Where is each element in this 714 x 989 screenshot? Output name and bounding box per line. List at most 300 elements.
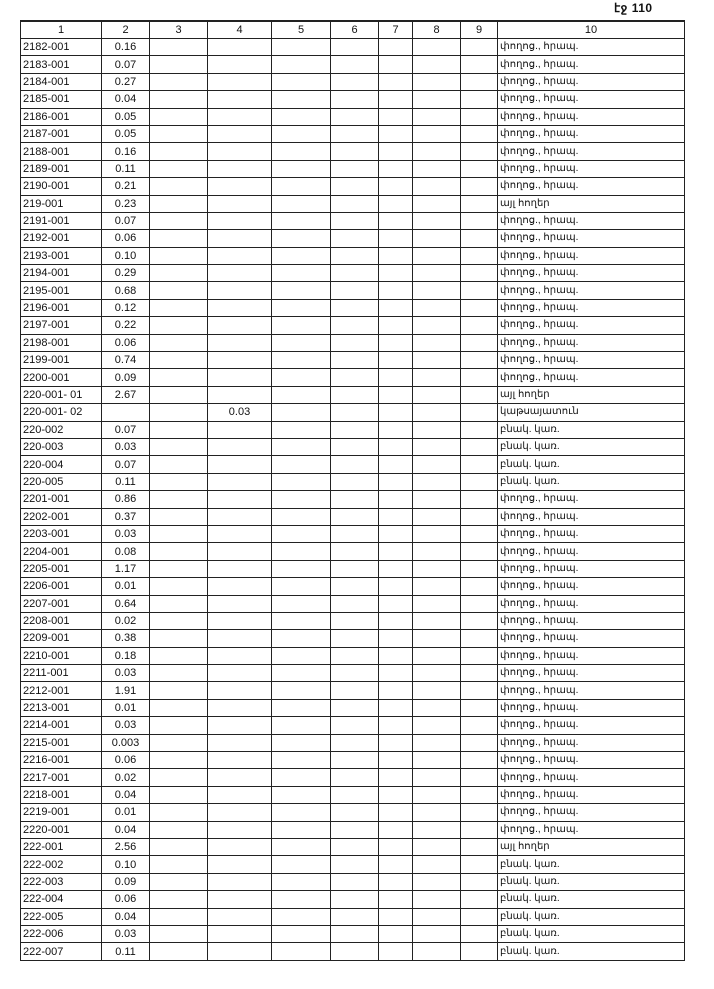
- empty-cell: [379, 943, 413, 960]
- empty-cell: [331, 804, 379, 821]
- area-col4-cell: [208, 421, 272, 438]
- empty-cell: [272, 595, 331, 612]
- empty-cell: [413, 752, 461, 769]
- empty-cell: [272, 752, 331, 769]
- parcel-code-cell: 222-007: [21, 943, 102, 960]
- land-use-cell: փողոց., հրապ.: [498, 647, 685, 664]
- land-use-cell: փողոց., հրապ.: [498, 108, 685, 125]
- table-row: [21, 525, 685, 542]
- empty-cell: [461, 769, 498, 786]
- land-use-cell: փողոց., հրապ.: [498, 804, 685, 821]
- empty-cell: [379, 856, 413, 873]
- empty-cell: [150, 873, 208, 890]
- land-use-cell: բնակ. կառ.: [498, 891, 685, 908]
- land-use-cell: բնակ. կառ.: [498, 421, 685, 438]
- empty-cell: [150, 404, 208, 421]
- area-cell: 0.06: [102, 891, 150, 908]
- empty-cell: [461, 786, 498, 803]
- empty-cell: [150, 665, 208, 682]
- empty-cell: [331, 143, 379, 160]
- land-use-cell: փողոց., հրապ.: [498, 752, 685, 769]
- parcel-code-cell: 2196-001: [21, 299, 102, 316]
- empty-cell: [461, 386, 498, 403]
- empty-cell: [379, 925, 413, 942]
- parcel-code-cell: 2216-001: [21, 752, 102, 769]
- area-cell: 0.68: [102, 282, 150, 299]
- empty-cell: [272, 299, 331, 316]
- empty-cell: [272, 73, 331, 90]
- empty-cell: [379, 752, 413, 769]
- area-cell: 0.01: [102, 578, 150, 595]
- parcel-code-cell: 2214-001: [21, 717, 102, 734]
- empty-cell: [331, 752, 379, 769]
- empty-cell: [379, 543, 413, 560]
- area-cell: 0.12: [102, 299, 150, 316]
- empty-cell: [379, 160, 413, 177]
- empty-cell: [461, 508, 498, 525]
- empty-cell: [379, 73, 413, 90]
- empty-cell: [413, 595, 461, 612]
- land-use-cell: բնակ. կառ.: [498, 473, 685, 490]
- empty-cell: [461, 804, 498, 821]
- empty-cell: [379, 873, 413, 890]
- table-row: [21, 891, 685, 908]
- empty-cell: [150, 734, 208, 751]
- empty-cell: [150, 612, 208, 629]
- empty-cell: [272, 734, 331, 751]
- area-col4-cell: [208, 438, 272, 455]
- area-cell: 0.23: [102, 195, 150, 212]
- land-use-cell: փողոց., հրապ.: [498, 334, 685, 351]
- empty-cell: [331, 299, 379, 316]
- empty-cell: [461, 195, 498, 212]
- column-header-10: 10: [498, 21, 685, 39]
- table-row: [21, 821, 685, 838]
- empty-cell: [413, 838, 461, 855]
- empty-cell: [150, 212, 208, 229]
- table-row: [21, 352, 685, 369]
- empty-cell: [331, 473, 379, 490]
- land-use-cell: փողոց., հրապ.: [498, 491, 685, 508]
- table-row: [21, 717, 685, 734]
- area-col4-cell: [208, 334, 272, 351]
- empty-cell: [150, 682, 208, 699]
- empty-cell: [461, 143, 498, 160]
- empty-cell: [461, 647, 498, 664]
- empty-cell: [150, 317, 208, 334]
- land-use-cell: այլ հողեր: [498, 195, 685, 212]
- area-col4-cell: [208, 752, 272, 769]
- empty-cell: [461, 473, 498, 490]
- empty-cell: [413, 39, 461, 56]
- table-row: [21, 212, 685, 229]
- table-row: [21, 908, 685, 925]
- table-row: [21, 699, 685, 716]
- parcel-code-cell: 2182-001: [21, 39, 102, 56]
- empty-cell: [461, 299, 498, 316]
- land-use-cell: բնակ. կառ.: [498, 908, 685, 925]
- empty-cell: [413, 386, 461, 403]
- empty-cell: [331, 769, 379, 786]
- empty-cell: [413, 108, 461, 125]
- empty-cell: [272, 838, 331, 855]
- empty-cell: [413, 491, 461, 508]
- empty-cell: [150, 491, 208, 508]
- empty-cell: [379, 560, 413, 577]
- area-col4-cell: [208, 352, 272, 369]
- empty-cell: [331, 178, 379, 195]
- empty-cell: [331, 230, 379, 247]
- empty-cell: [379, 682, 413, 699]
- column-header-7: 7: [379, 21, 413, 39]
- empty-cell: [461, 734, 498, 751]
- empty-cell: [331, 891, 379, 908]
- area-col4-cell: [208, 282, 272, 299]
- empty-cell: [461, 560, 498, 577]
- empty-cell: [379, 665, 413, 682]
- empty-cell: [413, 230, 461, 247]
- parcel-code-cell: 2188-001: [21, 143, 102, 160]
- land-use-cell: փողոց., հրապ.: [498, 230, 685, 247]
- empty-cell: [272, 873, 331, 890]
- empty-cell: [150, 230, 208, 247]
- empty-cell: [413, 943, 461, 960]
- area-col4-cell: [208, 108, 272, 125]
- empty-cell: [150, 143, 208, 160]
- empty-cell: [379, 299, 413, 316]
- land-use-cell: բնակ. կառ.: [498, 456, 685, 473]
- empty-cell: [331, 491, 379, 508]
- table-row: [21, 125, 685, 142]
- table-row: [21, 630, 685, 647]
- table-row: [21, 230, 685, 247]
- empty-cell: [461, 125, 498, 142]
- empty-cell: [413, 925, 461, 942]
- empty-cell: [379, 230, 413, 247]
- land-use-cell: փողոց., հրապ.: [498, 299, 685, 316]
- empty-cell: [461, 438, 498, 455]
- parcel-code-cell: 220-005: [21, 473, 102, 490]
- area-cell: 0.11: [102, 160, 150, 177]
- area-col4-cell: [208, 265, 272, 282]
- empty-cell: [331, 856, 379, 873]
- table-row: [21, 769, 685, 786]
- empty-cell: [331, 421, 379, 438]
- area-col4-cell: [208, 891, 272, 908]
- empty-cell: [461, 543, 498, 560]
- table-row: [21, 873, 685, 890]
- area-cell: 0.22: [102, 317, 150, 334]
- area-cell: 0.09: [102, 873, 150, 890]
- empty-cell: [272, 786, 331, 803]
- table-row: [21, 734, 685, 751]
- empty-cell: [272, 212, 331, 229]
- area-col4-cell: [208, 873, 272, 890]
- empty-cell: [272, 282, 331, 299]
- empty-cell: [379, 317, 413, 334]
- land-use-cell: փողոց., հրապ.: [498, 543, 685, 560]
- area-col4-cell: [208, 943, 272, 960]
- area-col4-cell: [208, 734, 272, 751]
- area-col4-cell: [208, 369, 272, 386]
- empty-cell: [272, 247, 331, 264]
- empty-cell: [272, 578, 331, 595]
- table-row: [21, 856, 685, 873]
- empty-cell: [331, 612, 379, 629]
- area-col4-cell: [208, 491, 272, 508]
- land-use-cell: կաթսայատուն: [498, 404, 685, 421]
- parcel-code-cell: 222-005: [21, 908, 102, 925]
- empty-cell: [331, 595, 379, 612]
- area-cell: 0.03: [102, 438, 150, 455]
- table-row: [21, 143, 685, 160]
- empty-cell: [150, 891, 208, 908]
- empty-cell: [461, 160, 498, 177]
- land-use-cell: փողոց., հրապ.: [498, 178, 685, 195]
- empty-cell: [150, 369, 208, 386]
- empty-cell: [272, 473, 331, 490]
- empty-cell: [331, 525, 379, 542]
- empty-cell: [413, 56, 461, 73]
- parcel-code-cell: 220-002: [21, 421, 102, 438]
- area-cell: 0.09: [102, 369, 150, 386]
- area-col4-cell: [208, 247, 272, 264]
- empty-cell: [379, 247, 413, 264]
- empty-cell: [461, 91, 498, 108]
- area-cell: 0.03: [102, 925, 150, 942]
- area-cell: 0.07: [102, 212, 150, 229]
- column-header-2: 2: [102, 21, 150, 39]
- empty-cell: [272, 352, 331, 369]
- land-use-cell: այլ հողեր: [498, 838, 685, 855]
- table-row: [21, 665, 685, 682]
- parcel-code-cell: 2204-001: [21, 543, 102, 560]
- empty-cell: [331, 734, 379, 751]
- empty-cell: [331, 578, 379, 595]
- empty-cell: [331, 699, 379, 716]
- empty-cell: [379, 491, 413, 508]
- area-cell: 0.04: [102, 91, 150, 108]
- land-use-cell: փողոց., հրապ.: [498, 91, 685, 108]
- empty-cell: [331, 73, 379, 90]
- empty-cell: [331, 39, 379, 56]
- empty-cell: [272, 421, 331, 438]
- empty-cell: [461, 717, 498, 734]
- land-use-cell: փողոց., հրապ.: [498, 786, 685, 803]
- land-use-cell: փողոց., հրապ.: [498, 56, 685, 73]
- column-header-6: 6: [331, 21, 379, 39]
- empty-cell: [461, 108, 498, 125]
- empty-cell: [379, 39, 413, 56]
- empty-cell: [413, 91, 461, 108]
- area-col4-cell: [208, 160, 272, 177]
- empty-cell: [331, 508, 379, 525]
- empty-cell: [461, 404, 498, 421]
- table-row: [21, 386, 685, 403]
- empty-cell: [413, 578, 461, 595]
- empty-cell: [272, 108, 331, 125]
- empty-cell: [150, 769, 208, 786]
- empty-cell: [379, 438, 413, 455]
- empty-cell: [413, 525, 461, 542]
- area-cell: 0.16: [102, 39, 150, 56]
- empty-cell: [331, 821, 379, 838]
- table-row: [21, 943, 685, 960]
- land-use-cell: փողոց., հրապ.: [498, 699, 685, 716]
- empty-cell: [272, 456, 331, 473]
- empty-cell: [413, 404, 461, 421]
- parcel-code-cell: 222-004: [21, 891, 102, 908]
- empty-cell: [331, 456, 379, 473]
- parcel-code-cell: 2189-001: [21, 160, 102, 177]
- land-use-cell: փողոց., հրապ.: [498, 143, 685, 160]
- empty-cell: [272, 699, 331, 716]
- empty-cell: [461, 334, 498, 351]
- empty-cell: [272, 612, 331, 629]
- table-row: [21, 456, 685, 473]
- empty-cell: [150, 421, 208, 438]
- area-col4-cell: [208, 665, 272, 682]
- parcel-code-cell: 2184-001: [21, 73, 102, 90]
- land-use-cell: փողոց., հրապ.: [498, 39, 685, 56]
- table-row: [21, 282, 685, 299]
- empty-cell: [379, 352, 413, 369]
- empty-cell: [272, 143, 331, 160]
- empty-cell: [461, 73, 498, 90]
- land-use-cell: փողոց., հրապ.: [498, 682, 685, 699]
- empty-cell: [331, 786, 379, 803]
- empty-cell: [150, 804, 208, 821]
- empty-cell: [461, 491, 498, 508]
- area-cell: 0.37: [102, 508, 150, 525]
- land-use-cell: փողոց., հրապ.: [498, 317, 685, 334]
- parcel-code-cell: 2197-001: [21, 317, 102, 334]
- area-cell: 2.56: [102, 838, 150, 855]
- empty-cell: [413, 247, 461, 264]
- area-col4-cell: [208, 386, 272, 403]
- parcel-code-cell: 2212-001: [21, 682, 102, 699]
- empty-cell: [461, 456, 498, 473]
- land-use-cell: փողոց., հրապ.: [498, 717, 685, 734]
- table-body: [21, 39, 685, 961]
- empty-cell: [150, 717, 208, 734]
- empty-cell: [272, 230, 331, 247]
- parcel-code-cell: 2208-001: [21, 612, 102, 629]
- area-col4-cell: [208, 717, 272, 734]
- empty-cell: [272, 804, 331, 821]
- empty-cell: [272, 769, 331, 786]
- empty-cell: [150, 595, 208, 612]
- empty-cell: [272, 265, 331, 282]
- empty-cell: [413, 473, 461, 490]
- area-cell: 0.04: [102, 908, 150, 925]
- empty-cell: [461, 856, 498, 873]
- empty-cell: [331, 56, 379, 73]
- land-use-cell: բնակ. կառ.: [498, 873, 685, 890]
- empty-cell: [150, 908, 208, 925]
- parcel-code-cell: 2211-001: [21, 665, 102, 682]
- area-cell: 0.06: [102, 752, 150, 769]
- empty-cell: [379, 508, 413, 525]
- parcel-code-cell: 2201-001: [21, 491, 102, 508]
- area-cell: 0.07: [102, 56, 150, 73]
- area-cell: 0.27: [102, 73, 150, 90]
- empty-cell: [461, 247, 498, 264]
- empty-cell: [413, 508, 461, 525]
- parcel-code-cell: 2206-001: [21, 578, 102, 595]
- empty-cell: [150, 39, 208, 56]
- empty-cell: [150, 943, 208, 960]
- empty-cell: [331, 386, 379, 403]
- empty-cell: [272, 543, 331, 560]
- empty-cell: [272, 334, 331, 351]
- empty-cell: [379, 456, 413, 473]
- area-col4-cell: [208, 508, 272, 525]
- area-col4-cell: [208, 925, 272, 942]
- empty-cell: [413, 856, 461, 873]
- area-col4-cell: [208, 195, 272, 212]
- empty-cell: [272, 178, 331, 195]
- area-cell: 0.01: [102, 699, 150, 716]
- empty-cell: [413, 647, 461, 664]
- empty-cell: [413, 299, 461, 316]
- empty-cell: [331, 925, 379, 942]
- land-use-cell: փողոց., հրապ.: [498, 160, 685, 177]
- empty-cell: [150, 699, 208, 716]
- empty-cell: [413, 891, 461, 908]
- empty-cell: [461, 752, 498, 769]
- empty-cell: [331, 873, 379, 890]
- land-use-cell: փողոց., հրապ.: [498, 821, 685, 838]
- area-col4-cell: [208, 456, 272, 473]
- empty-cell: [461, 352, 498, 369]
- empty-cell: [331, 195, 379, 212]
- empty-cell: [413, 821, 461, 838]
- empty-cell: [413, 699, 461, 716]
- empty-cell: [272, 647, 331, 664]
- land-use-cell: փողոց., հրապ.: [498, 73, 685, 90]
- empty-cell: [413, 265, 461, 282]
- empty-cell: [331, 630, 379, 647]
- parcel-code-cell: 2187-001: [21, 125, 102, 142]
- area-col4-cell: [208, 630, 272, 647]
- empty-cell: [379, 108, 413, 125]
- empty-cell: [272, 125, 331, 142]
- area-col4-cell: [208, 73, 272, 90]
- empty-cell: [461, 595, 498, 612]
- area-col4-cell: [208, 560, 272, 577]
- area-cell: 0.003: [102, 734, 150, 751]
- empty-cell: [413, 612, 461, 629]
- empty-cell: [413, 369, 461, 386]
- empty-cell: [150, 125, 208, 142]
- empty-cell: [150, 786, 208, 803]
- empty-cell: [461, 178, 498, 195]
- land-use-cell: փողոց., հրապ.: [498, 369, 685, 386]
- empty-cell: [150, 108, 208, 125]
- empty-cell: [413, 717, 461, 734]
- parcel-code-cell: 2220-001: [21, 821, 102, 838]
- area-col4-cell: [208, 699, 272, 716]
- area-cell: 0.03: [102, 525, 150, 542]
- empty-cell: [379, 369, 413, 386]
- parcel-code-cell: 2202-001: [21, 508, 102, 525]
- empty-cell: [413, 282, 461, 299]
- area-col4-cell: [208, 473, 272, 490]
- land-use-cell: փողոց., հրապ.: [498, 125, 685, 142]
- parcel-code-cell: 222-001: [21, 838, 102, 855]
- empty-cell: [331, 943, 379, 960]
